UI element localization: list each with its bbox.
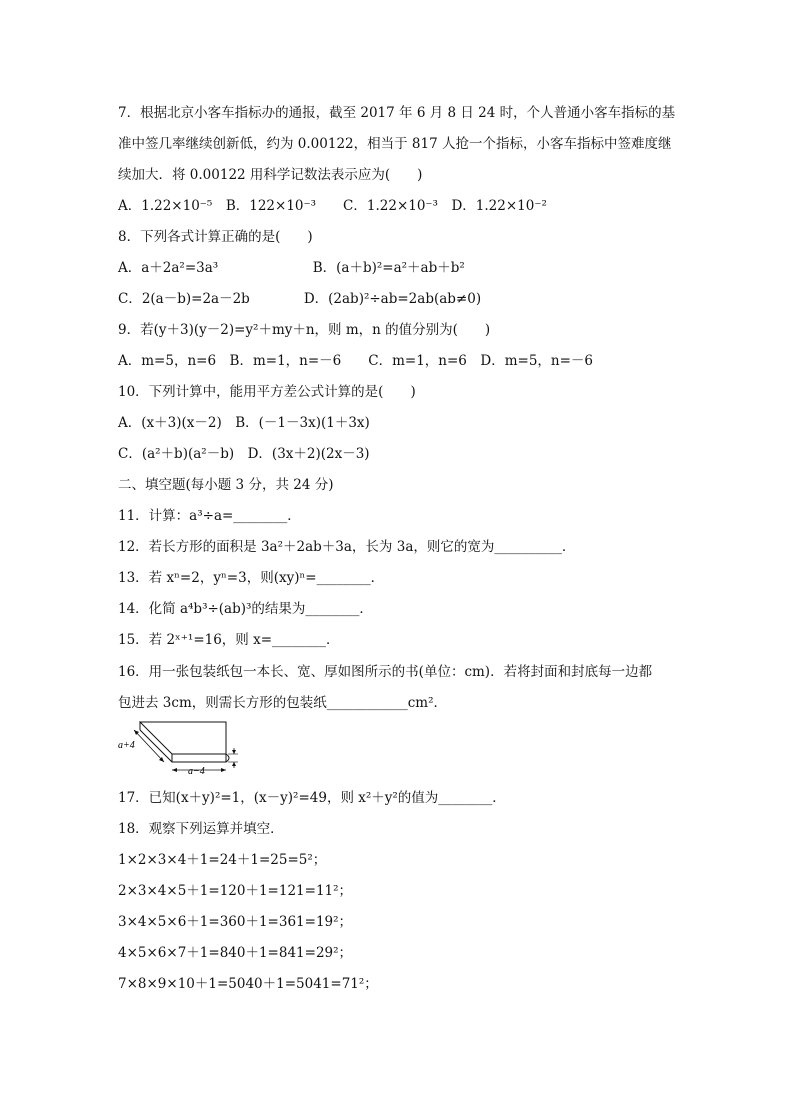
q7-options: A．1.22×10⁻⁵ B．122×10⁻³ C．1.22×10⁻³ D．1.22×10⁻² (118, 198, 547, 214)
q18-row-2: 2×3×4×5＋1=120＋1=121=11²； (118, 883, 353, 899)
q13: 13．若 xⁿ=2，yⁿ=3，则(xy)ⁿ=________． (118, 570, 385, 586)
q9-stem: 9．若(y＋3)(y－2)=y²＋my＋n，则 m，n 的值分别为( ) (118, 322, 491, 338)
q12: 12．若长方形的面积是 3a²＋2ab＋3a，长为 3a，则它的宽为__________． (118, 539, 576, 555)
q7-line-3: 续加大．将 0.00122 用科学记数法表示应为( ) (118, 167, 423, 183)
q8-options-cd: C．2(a－b)=2a－2b D．(2ab)²÷ab=2ab(ab≠0) (118, 291, 482, 307)
q14: 14．化简 a⁴b³÷(ab)³的结果为________． (118, 601, 373, 617)
q15: 15．若 2ˣ⁺¹=16，则 x=________． (118, 632, 340, 648)
q16-line-1: 16．用一张包装纸包一本长、宽、厚如图所示的书(单位：cm)．若将封面和封底每一边都 (118, 664, 653, 680)
q8-stem: 8．下列各式计算正确的是( ) (118, 229, 313, 245)
side-label: a+4 (118, 740, 135, 751)
q16-line-2: 包进去 3cm，则需长方形的包装纸____________cm²． (118, 695, 448, 711)
q18-row-1: 1×2×3×4＋1=24＋1=25=5²； (118, 852, 327, 868)
q9-options: A．m=5，n=6 B．m=1，n=－6 C．m=1，n=6 D．m=5，n=－6 (118, 353, 594, 369)
q17: 17．已知(x＋y)²=1，(x－y)²=49，则 x²＋y²的值为________． (118, 790, 506, 806)
q10-options-cd: C．(a²＋b)(a²－b) D．(3x＋2)(2x－3) (118, 446, 370, 462)
bottom-label: a−4 (188, 766, 205, 777)
q8-options-ab: A．a＋2a²=3a³ B．(a＋b)²=a²＋ab＋b² (118, 260, 465, 276)
q18-row-3: 3×4×5×6＋1=360＋1=361=19²； (118, 914, 353, 930)
q18-stem: 18．观察下列运算并填空． (118, 821, 284, 837)
q18-row-4: 4×5×6×7＋1=840＋1=841=29²； (118, 945, 353, 961)
q18-row-5: 7×8×9×10＋1=5040＋1=5041=71²； (118, 976, 378, 992)
q11: 11．计算：a³÷a=________． (118, 508, 301, 524)
q10-options-ab: A．(x＋3)(x－2) B．(－1－3x)(1＋3x) (118, 415, 370, 431)
q10-stem: 10．下列计算中，能用平方差公式计算的是( ) (118, 384, 416, 400)
q7-line-1: 7．根据北京小客车指标办的通报，截至 2017 年 6 月 8 日 24 时，个人普通小客车指标的基 (118, 105, 676, 121)
q7-line-2: 准中签几率继续创新低，约为 0.00122，相当于 817 人抢一个指标，小客车指标中签难度继 (118, 136, 672, 152)
book-figure (118, 718, 243, 780)
section-heading: 二、填空题(每小题 3 分，共 24 分) (118, 477, 334, 493)
